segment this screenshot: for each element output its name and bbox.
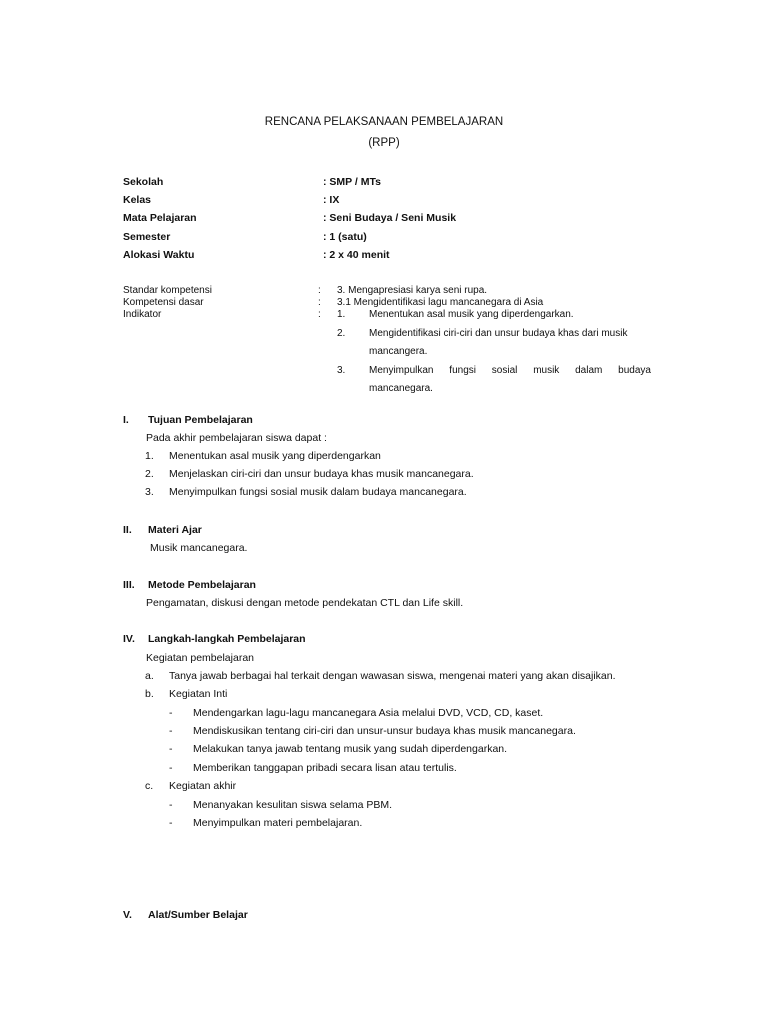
identity-label-kelas: Kelas: [123, 194, 152, 206]
section-1-title: Tujuan Pembelajaran: [148, 414, 253, 426]
section-5-title: Alat/Sumber Belajar: [148, 909, 248, 921]
section-3-number: III.: [123, 579, 135, 591]
section-1-item-3: Menyimpulkan fungsi sosial musik dalam budaya mancanegara.: [169, 486, 467, 498]
identity-value-alokasi: : 2 x 40 menit: [323, 249, 390, 261]
section-1-item-2-num: 2.: [145, 468, 154, 480]
section-4-b-item-1: Mendengarkan lagu-lagu mancanegara Asia melalui DVD, VCD, CD, kaset.: [193, 707, 544, 719]
section-4-b-dash-1: -: [169, 707, 173, 719]
indikator-text-2-line2: mancangera.: [369, 346, 428, 357]
section-1-intro: Pada akhir pembelajaran siswa dapat :: [146, 432, 327, 444]
section-1-item-1: Menentukan asal musik yang diperdengarkan: [169, 450, 381, 462]
section-2-number: II.: [123, 524, 132, 536]
document-title: RENCANA PELAKSANAAN PEMBELAJARAN: [264, 116, 504, 128]
section-1-item-1-num: 1.: [145, 450, 154, 462]
standar-value: 3. Mengapresiasi karya seni rupa.: [337, 285, 488, 296]
section-4-c-item-2: Menyimpulkan materi pembelajaran.: [193, 817, 363, 829]
section-1-item-3-num: 3.: [145, 486, 154, 498]
indikator-text-1: Menentukan asal musik yang diperdengarkan.: [369, 309, 574, 320]
section-1-item-2: Menjelaskan ciri-ciri dan unsur budaya khas musik mancanegara.: [169, 468, 474, 480]
section-4-a-num: a.: [145, 670, 154, 682]
document-subtitle: (RPP): [368, 137, 400, 149]
identity-label-mapel: Mata Pelajaran: [123, 212, 197, 224]
indikator-num-1: 1.: [337, 309, 346, 320]
identity-label-sekolah: Sekolah: [123, 176, 164, 188]
indikator-text-3-line1: Menyimpulkan fungsi sosial musik dalam budaya: [369, 365, 651, 376]
identity-value-mapel: : Seni Budaya / Seni Musik: [323, 212, 457, 224]
section-1-number: I.: [123, 414, 129, 426]
section-4-b-text: Kegiatan Inti: [169, 688, 228, 700]
section-4-b-num: b.: [145, 688, 154, 700]
section-4-b-dash-2: -: [169, 725, 173, 737]
identity-value-kelas: : IX: [323, 194, 340, 206]
section-4-c-dash-2: -: [169, 817, 173, 829]
kompetensi-colon: :: [318, 297, 321, 308]
section-4-b-item-4: Memberikan tanggapan pribadi secara lisan atau tertulis.: [193, 762, 457, 774]
section-4-number: IV.: [123, 633, 135, 645]
identity-label-semester: Semester: [123, 231, 171, 243]
section-4-c-text: Kegiatan akhir: [169, 780, 237, 792]
kompetensi-label: Kompetensi dasar: [123, 297, 204, 308]
section-4-b-item-2: Mendiskusikan tentang ciri-ciri dan unsur-unsur budaya khas musik mancanegara.: [193, 725, 576, 737]
identity-value-semester: : 1 (satu): [323, 231, 367, 243]
section-3-title: Metode Pembelajaran: [148, 579, 256, 591]
indikator-text-3-line2: mancanegara.: [369, 383, 433, 394]
section-4-b-dash-3: -: [169, 743, 173, 755]
indikator-text-2-line1: Mengidentifikasi ciri-ciri dan unsur budaya khas dari musik: [369, 328, 628, 339]
section-4-c-dash-1: -: [169, 799, 173, 811]
section-4-b-item-3: Melakukan tanya jawab tentang musik yang sudah diperdengarkan.: [193, 743, 508, 755]
identity-label-alokasi: Alokasi Waktu: [123, 249, 195, 261]
section-4-c-num: c.: [145, 780, 154, 792]
indikator-colon: :: [318, 309, 321, 320]
section-2-title: Materi Ajar: [148, 524, 202, 536]
indikator-label: Indikator: [123, 309, 162, 320]
indikator-num-2: 2.: [337, 328, 346, 339]
standar-colon: :: [318, 285, 321, 296]
section-5-number: V.: [123, 909, 132, 921]
standar-label: Standar kompetensi: [123, 285, 212, 296]
identity-value-sekolah: : SMP / MTs: [323, 176, 381, 188]
section-3-text: Pengamatan, diskusi dengan metode pendekatan CTL dan Life skill.: [146, 597, 464, 609]
section-4-a-text: Tanya jawab berbagai hal terkait dengan wawasan siswa, mengenai materi yang akan disajikan.: [169, 670, 616, 682]
section-4-c-item-1: Menanyakan kesulitan siswa selama PBM.: [193, 799, 393, 811]
section-2-text: Musik mancanegara.: [150, 542, 248, 554]
kompetensi-value: 3.1 Mengidentifikasi lagu mancanegara di Asia: [337, 297, 544, 308]
indikator-num-3: 3.: [337, 365, 346, 376]
section-4-intro: Kegiatan pembelajaran: [146, 652, 254, 664]
section-4-b-dash-4: -: [169, 762, 173, 774]
section-4-title: Langkah-langkah Pembelajaran: [148, 633, 306, 645]
